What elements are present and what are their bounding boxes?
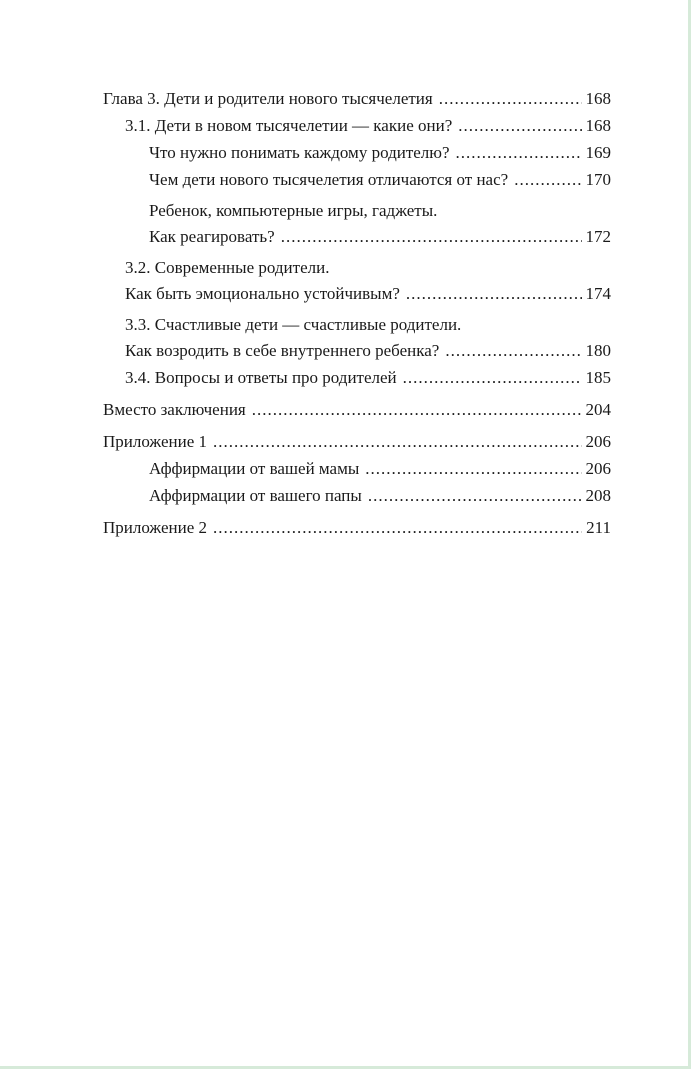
toc-entry-appendix-2[interactable]: [103, 515, 611, 541]
dot-leader: [445, 338, 581, 364]
dot-leader: [406, 281, 582, 307]
toc-entry-title-line-2: Как реагировать?: [149, 227, 275, 246]
toc-entry-title: 3.1. Дети в новом тысячелетии — какие они?: [125, 116, 453, 135]
toc-entry-chapter-3[interactable]: [103, 86, 611, 112]
toc-entry-what-to-understand[interactable]: [103, 140, 611, 166]
toc-entry-dad-affirmations[interactable]: [103, 483, 611, 509]
dot-leader: [368, 483, 582, 509]
toc-entry-conclusion[interactable]: [103, 397, 611, 423]
dot-leader: [458, 113, 581, 139]
toc-entry-title-line-1: 3.2. Современные родители.: [125, 258, 330, 277]
toc-page-number: 204: [585, 400, 611, 419]
dot-leader: [365, 456, 581, 482]
toc-page-number: 170: [585, 170, 611, 189]
dot-leader: [456, 140, 582, 166]
toc-entry-title: Чем дети нового тысячелетия отличаются от нас?: [149, 170, 509, 189]
toc-entry-title-line-1: 3.3. Счастливые дети — счастливые родители.: [125, 315, 462, 334]
toc-entry-title: Аффирмации от вашей мамы: [149, 459, 360, 478]
toc-entry-how-children-differ[interactable]: [103, 167, 611, 193]
dot-leader: [252, 397, 582, 423]
toc-entry-title: 3.4. Вопросы и ответы про родителей: [125, 368, 397, 387]
toc-page-number: 168: [585, 89, 611, 108]
toc-entry-title: Что нужно понимать каждому родителю?: [149, 143, 450, 162]
toc-page-number: 180: [585, 341, 611, 360]
toc-entry-title: Приложение 1: [103, 432, 207, 451]
toc-page-number: 174: [585, 284, 611, 303]
toc-page-number: 172: [585, 227, 611, 246]
toc-entry-title-line-2: Как возродить в себе внутреннего ребенка?: [125, 341, 440, 360]
toc-page-number: 168: [585, 116, 611, 135]
dot-leader: [213, 515, 582, 541]
dot-leader: [514, 167, 581, 193]
dot-leader: [439, 86, 582, 112]
toc-page-number: 211: [586, 518, 611, 537]
toc-entry-title: Вместо заключения: [103, 400, 246, 419]
table-of-contents: [103, 86, 611, 541]
toc-entry-appendix-1[interactable]: [103, 429, 611, 455]
toc-entry-3-2[interactable]: [103, 255, 611, 307]
dot-leader: [281, 224, 582, 250]
toc-entry-title-line-1: Ребенок, компьютерные игры, гаджеты.: [149, 201, 438, 220]
toc-entry-title: Глава 3. Дети и родители нового тысячелетия: [103, 89, 433, 108]
toc-entry-title: Аффирмации от вашего папы: [149, 486, 362, 505]
toc-entry-games-gadgets[interactable]: [103, 198, 611, 250]
toc-page-number: 169: [585, 143, 611, 162]
toc-page-number: 206: [585, 432, 611, 451]
dot-leader: [403, 365, 582, 391]
dot-leader: [213, 429, 582, 455]
toc-entry-title: Приложение 2: [103, 518, 207, 537]
toc-entry-3-3[interactable]: [103, 312, 611, 364]
toc-entry-mom-affirmations[interactable]: [103, 456, 611, 482]
toc-entry-title-line-2: Как быть эмоционально устойчивым?: [125, 284, 400, 303]
toc-page-number: 185: [585, 368, 611, 387]
toc-page-number: 206: [585, 459, 611, 478]
toc-page-number: 208: [585, 486, 611, 505]
toc-entry-3-1[interactable]: [103, 113, 611, 139]
toc-entry-3-4[interactable]: [103, 365, 611, 391]
